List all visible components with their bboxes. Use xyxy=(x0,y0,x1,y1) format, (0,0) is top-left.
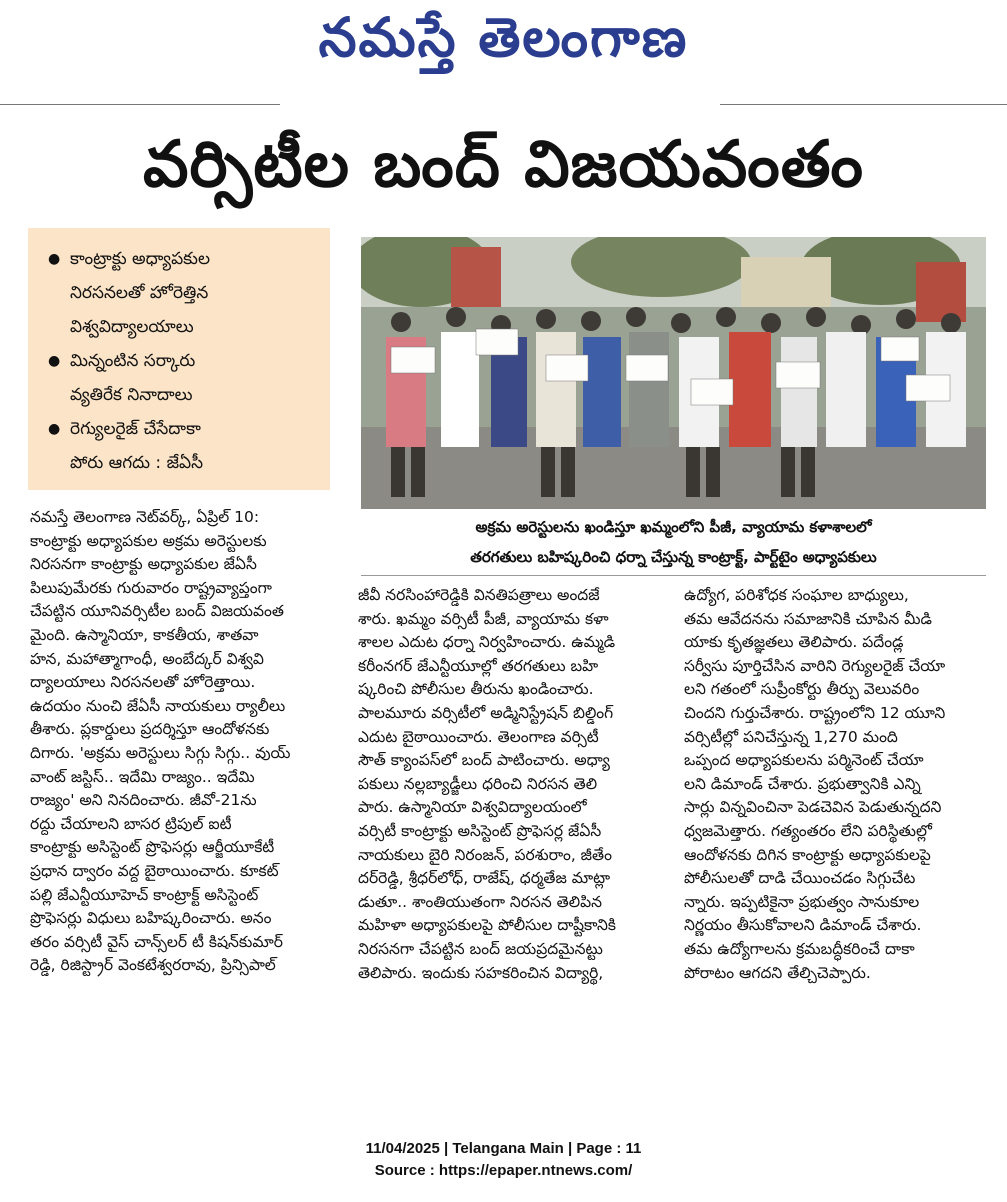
article-line: నమస్తే తెలంగాణ నెట్‌వర్క్, ఏప్రిల్ 10: xyxy=(30,508,260,526)
article-line: వర్సిటీ కాంట్రాక్టు అసిస్టెంట్ ప్రొఫెసర్ల జేఏసీ xyxy=(358,821,602,840)
bullet-icon xyxy=(48,446,70,480)
article-line: ఎదుట బైఠాయించారు. తెలంగాణ వర్సిటీ xyxy=(358,727,599,746)
article-line: ద్యాలయాలు నిరసనలతో హోరెత్తాయి. xyxy=(30,673,256,692)
news-photo xyxy=(361,237,986,509)
article-line: పోలీసులతో దాడి చేయించడం సిగ్గుచేట xyxy=(684,869,916,888)
summary-text: రెగ్యులరైజ్ చేసేదాకా xyxy=(70,419,201,439)
article-line: చిందని గుర్తుచేశారు. రాష్ట్రంలోని 12 యూని xyxy=(684,703,946,722)
summary-line xyxy=(48,276,320,310)
caption-line-1: అక్రమ అరెస్టులను ఖండిస్తూ ఖమ్మంలోని పీజీ, వ్యాయామ కళాశాలలో xyxy=(475,518,872,536)
footer-date-page: 11/04/2025 | Telangana Main | Page : 11 xyxy=(365,1140,642,1157)
summary-line xyxy=(48,378,320,412)
article-line: సార్లు విన్నవించినా పెడచెవిన పెడుతున్నదని xyxy=(684,798,942,817)
article-line: ఆందోళనకు దిగిన కాంట్రాక్టు అధ్యాపకులపై xyxy=(684,845,931,864)
article-line: తీశారు. ప్లకార్డులు ప్రదర్శిస్తూ ఆందోళనకు xyxy=(30,720,270,739)
article-line: శారు. ఖమ్మం వర్సిటీ పీజీ, వ్యాయామ కళా xyxy=(358,609,609,628)
article-line: పల్లి జేఎన్టీయూహెచ్ కాంట్రాక్ట్ అసిస్టెంట్ xyxy=(30,885,259,904)
article-line: పాలమూరు వర్సిటీలో అడ్మినిస్ట్రేషన్ బిల్డింగ్ xyxy=(358,703,614,722)
photo-caption xyxy=(361,512,986,572)
summary-text: మిన్నంటిన సర్కారు xyxy=(70,351,196,371)
protest-photo-illustration xyxy=(361,237,986,509)
summary-box xyxy=(28,228,330,490)
article-line: వాంట్ జస్టిస్.. ఇదేమి రాజ్యం.. ఇదేమి xyxy=(30,767,255,786)
article-line: ప్రొఫెసర్లు విధులు బహిష్కరించారు. అనం xyxy=(30,909,272,928)
article-line: సర్వీసు పూర్తిచేసిన వారిని రెగ్యులరైజ్ చేయా xyxy=(684,656,946,675)
article-line: డుతూ.. శాంతియుతంగా నిరసన తెలిపిన xyxy=(358,892,603,911)
summary-text: నిరసనలతో హోరెత్తిన xyxy=(70,283,209,303)
summary-list xyxy=(48,242,320,480)
summary-line xyxy=(48,310,320,344)
article-line: ష్కరించి పోలీసుల తీరును ఖండించారు. xyxy=(358,680,594,699)
bullet-icon xyxy=(48,378,70,412)
article-line: నిరసనగా చేపట్టిన బంద్ జయప్రదమైనట్టు xyxy=(358,939,603,958)
summary-text: విశ్వవిద్యాలయాలు xyxy=(70,317,194,337)
masthead-rule-left xyxy=(0,104,280,105)
article-line: నిరసనగా కాంట్రాక్టు అధ్యాపకుల జేఏసీ xyxy=(30,555,257,574)
summary-text: కాంట్రాక్టు అధ్యాపకుల xyxy=(70,249,210,269)
article-line: రాజ్యం' అని నినదించారు. జీవో-21ను xyxy=(30,791,257,810)
article-line: తమ ఉద్యోగాలను క్రమబద్ధీకరించే దాకా xyxy=(684,939,915,958)
article-line: యాకు కృతజ్ఞతలు తెలిపారు. పదేండ్ల xyxy=(684,633,904,652)
article-line: దర్‌రెడ్డి, శ్రీధర్‌లోధ్, రాజేష్, ధర్మతేజ మాట్లా xyxy=(358,869,611,888)
article-line: కరీంనగర్ జేఎన్టీయూల్లో తరగతులు బహి xyxy=(358,656,599,675)
article-line: పోరాటం ఆగదని తేల్చిచెప్పారు. xyxy=(684,963,871,982)
article-line: ఉదయం నుంచి జేఏసీ నాయకులు ర్యాలీలు xyxy=(30,696,286,715)
article-line: కాంట్రాక్టు అసిస్టెంట్ ప్రొఫెసర్లు ఆర్జీయూకేటీ xyxy=(30,838,275,857)
article-column-3 xyxy=(684,584,989,985)
article-line: నిర్ణయం తీసుకోవాలని డిమాండ్ చేశారు. xyxy=(684,916,922,935)
masthead xyxy=(0,0,1007,90)
article-line: మహిళా అధ్యాపకులపై పోలీసుల దాష్టీకానికి xyxy=(358,916,616,935)
masthead-rule-right xyxy=(720,104,1007,105)
summary-line xyxy=(48,412,320,446)
bullet-icon: ● xyxy=(48,421,61,437)
article-line: మైంది. ఉస్మానియా, కాకతీయ, శాతవా xyxy=(30,625,259,644)
article-line: ధ్వజమెత్తారు. గత్యంతరం లేని పరిస్థితుల్లో xyxy=(684,821,932,840)
headline: వర్సిటీల బంద్ విజయవంతం xyxy=(143,128,864,202)
article-line: వర్సిటీల్లో పనిచేస్తున్న 1,270 మంది xyxy=(684,727,898,746)
article-line: ప్రధాన ద్వారం వద్ద బైఠాయించారు. కూకట్ xyxy=(30,861,279,880)
bullet-icon xyxy=(48,310,70,344)
summary-line xyxy=(48,242,320,276)
masthead-title: నమస్తే తెలంగాణ xyxy=(318,6,689,69)
bullet-icon: ● xyxy=(48,251,61,267)
article-line: దిగారు. 'అక్రమ అరెస్టులు సిగ్గు సిగ్గు.. వుయ్ xyxy=(30,743,291,762)
article-line: రద్దు చేయాలని బాసర ట్రిపుల్ ఐటీ xyxy=(30,814,232,833)
bullet-icon xyxy=(48,276,70,310)
article-line: పకులు నల్లబ్యాడ్జీలు ధరించి నిరసన తెలి xyxy=(358,774,598,793)
article-line: తమ ఆవేదనను సమాజానికి చూపిన మీడి xyxy=(684,609,933,628)
article-line: పిలుపుమేరకు గురువారం రాష్ట్రవ్యాప్తంగా xyxy=(30,578,272,597)
article-line: చేపట్టిన యూనివర్సిటీల బంద్ విజయవంత xyxy=(30,602,284,621)
article-line: లని డిమాండ్ చేశారు. ప్రభుత్వానికి ఎన్ని xyxy=(684,774,921,793)
article-line: తెలిపారు. ఇందుకు సహకరించిన విద్యార్థి, xyxy=(358,963,604,982)
article-line: శాలల ఎదుట ధర్నా నిర్వహించారు. ఉమ్మడి xyxy=(358,633,616,652)
summary-text: పోరు ఆగదు : జేఏసీ xyxy=(70,453,204,473)
article-line: లని గతంలో సుప్రీంకోర్టు తీర్పు వెలువరిం xyxy=(684,680,920,699)
article-line: రెడ్డి, రిజిస్ట్రార్ వెంకటేశ్వరరావు, ప్రిన్సిపాల్ xyxy=(30,956,276,975)
footer xyxy=(0,1138,1007,1182)
footer-source: Source : https://epaper.ntnews.com/ xyxy=(374,1162,633,1179)
article-line: ఉద్యోగ, పరిశోధక సంఘాల బాధ్యులు, xyxy=(684,586,909,604)
caption-line-2: తరగతులు బహిష్కరించి ధర్నా చేస్తున్న కాంట్రాక్ట్, పార్ట్‌టైం అధ్యాపకులు xyxy=(470,548,877,566)
article-line: నాయకులు బైరి నిరంజన్, పరశురాం, జీతేం xyxy=(358,845,612,864)
article-line: తరం వర్సిటీ వైస్ చాన్స్‌లర్ టీ కిషన్‌కుమార్ xyxy=(30,932,283,951)
summary-line xyxy=(48,344,320,378)
article-line: జీవీ నరసింహారెడ్డికి వినతిపత్రాలు అందజే xyxy=(358,586,600,604)
article-line: సౌత్ క్యాంపస్‌లో బంద్ పాటించారు. అధ్యా xyxy=(358,751,610,770)
article-line: ఒప్పంద అధ్యాపకులను పర్మినెంట్ చేయా xyxy=(684,751,924,770)
article-line: న్నారు. ఇప్పటికైనా ప్రభుత్వం సానుకూల xyxy=(684,892,920,911)
bullet-icon: ● xyxy=(48,353,61,369)
summary-line xyxy=(48,446,320,480)
summary-text: వ్యతిరేక నినాదాలు xyxy=(70,385,193,405)
article-column-2 xyxy=(358,584,673,985)
article-column-1 xyxy=(30,506,348,978)
article-line: కాంట్రాక్టు అధ్యాపకుల అక్రమ అరెస్టులకు xyxy=(30,531,267,550)
article-line: పారు. ఉస్మానియా విశ్వవిద్యాలయంలో xyxy=(358,798,587,817)
article-line: హన, మహాత్మాగాంధీ, అంబేద్కర్ విశ్వవి xyxy=(30,649,264,668)
caption-rule xyxy=(361,575,986,576)
